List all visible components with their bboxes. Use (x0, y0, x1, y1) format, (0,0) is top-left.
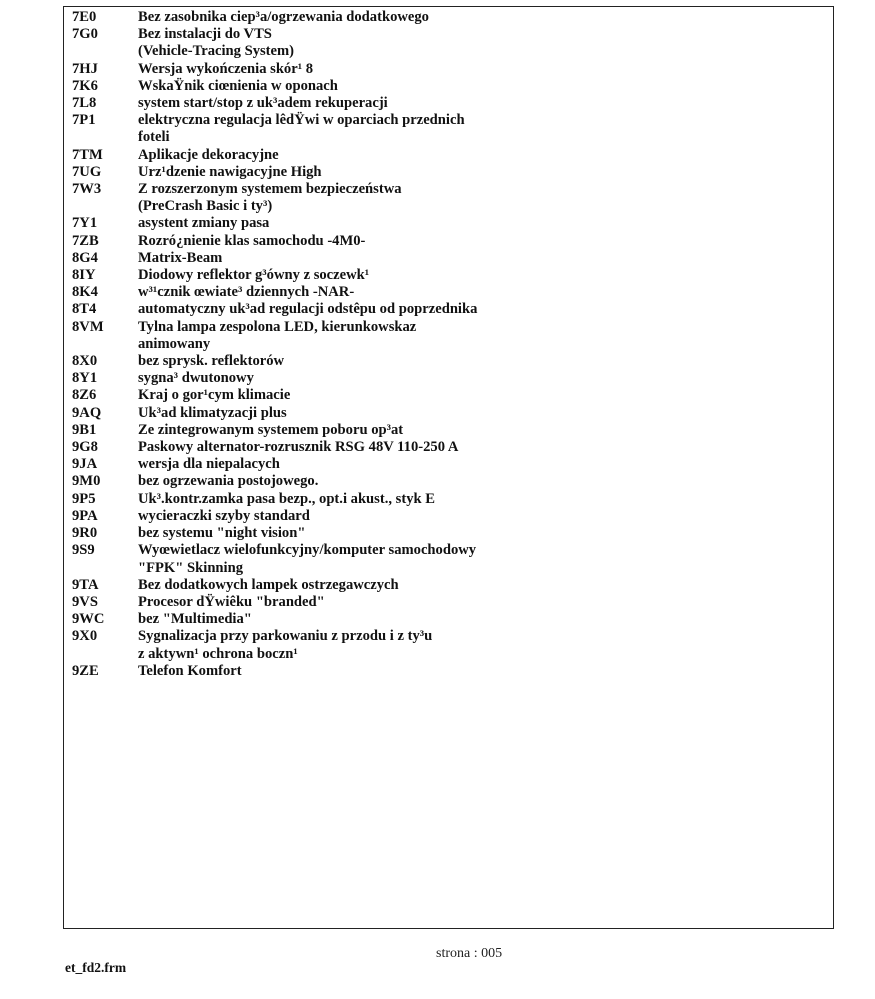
description-line: wersja dla niepalacych (138, 456, 280, 473)
equipment-list (72, 9, 825, 680)
equipment-code: 8Y1 (72, 370, 98, 387)
description-line: foteli (138, 129, 170, 146)
equipment-row (72, 473, 825, 490)
equipment-description (138, 95, 825, 112)
equipment-code: 9ZE (72, 662, 99, 679)
description-line: Uk³.kontr.zamka pasa bezp., opt.i akust., styk E (138, 490, 435, 507)
equipment-row (72, 147, 825, 164)
equipment-code: 7ZB (72, 232, 99, 249)
equipment-description (138, 508, 825, 525)
equipment-description (138, 387, 825, 404)
description-line: wycieraczki szyby standard (138, 507, 310, 524)
equipment-code: 8K4 (72, 284, 98, 301)
equipment-description (138, 147, 825, 164)
equipment-row (72, 594, 825, 611)
equipment-description (138, 473, 825, 490)
equipment-description (138, 542, 825, 576)
equipment-description (138, 628, 825, 662)
description-line: system start/stop z uk³adem rekuperacji (138, 95, 388, 112)
description-line: bez systemu "night vision" (138, 525, 306, 542)
description-line: Tylna lampa zespolona LED, kierunkowskaz (138, 318, 417, 335)
equipment-description (138, 439, 825, 456)
equipment-code: 9S9 (72, 542, 95, 559)
description-line: bez "Multimedia" (138, 611, 252, 628)
equipment-code: 7HJ (72, 60, 98, 77)
equipment-code: 7K6 (72, 77, 98, 94)
equipment-row (72, 456, 825, 473)
equipment-row (72, 284, 825, 301)
equipment-code: 9TA (72, 576, 99, 593)
equipment-code: 7E0 (72, 9, 97, 25)
equipment-code: 7UG (72, 163, 102, 180)
description-line: Paskowy alternator-rozrusznik RSG 48V 110-250 A (138, 439, 459, 456)
description-line: bez sprysk. reflektorów (138, 353, 285, 370)
description-line: Procesor dŸwiêku "branded" (138, 593, 325, 610)
equipment-code: 9PA (72, 507, 98, 524)
equipment-code: 9WC (72, 611, 105, 628)
equipment-description (138, 525, 825, 542)
description-line: Wyœwietlacz wielofunkcyjny/komputer samochodowy (138, 542, 477, 559)
equipment-description (138, 61, 825, 78)
description-line: "FPK" Skinning (138, 559, 244, 576)
equipment-row (72, 611, 825, 628)
equipment-description (138, 422, 825, 439)
equipment-row (72, 525, 825, 542)
description-line: Bez instalacji do VTS (138, 26, 272, 43)
equipment-description (138, 577, 825, 594)
equipment-code: 9X0 (72, 628, 98, 645)
equipment-code: 8G4 (72, 249, 98, 266)
description-line: Aplikacje dekoracyjne (138, 146, 279, 163)
equipment-row (72, 542, 825, 576)
equipment-description (138, 594, 825, 611)
description-line: (Vehicle-Tracing System) (138, 43, 295, 60)
equipment-description (138, 181, 825, 215)
equipment-row (72, 78, 825, 95)
equipment-row (72, 164, 825, 181)
equipment-row (72, 370, 825, 387)
equipment-description (138, 215, 825, 232)
equipment-code: 7P1 (72, 112, 96, 129)
equipment-code: 8T4 (72, 301, 97, 318)
equipment-row (72, 26, 825, 60)
equipment-description (138, 9, 825, 26)
equipment-description (138, 284, 825, 301)
equipment-row (72, 267, 825, 284)
equipment-code: 8Z6 (72, 387, 97, 404)
equipment-code: 8X0 (72, 353, 98, 370)
equipment-code: 9B1 (72, 421, 97, 438)
description-line: WskaŸnik ciœnienia w oponach (138, 77, 338, 94)
equipment-row (72, 301, 825, 318)
equipment-code: 7TM (72, 146, 103, 163)
description-line: z aktywn¹ ochrona boczn¹ (138, 645, 298, 662)
description-line: Uk³ad klimatyzacji plus (138, 404, 287, 421)
equipment-row (72, 405, 825, 422)
equipment-code: 7Y1 (72, 215, 98, 232)
description-line: bez ogrzewania postojowego. (138, 473, 319, 490)
equipment-description (138, 164, 825, 181)
equipment-row (72, 491, 825, 508)
equipment-row (72, 628, 825, 662)
equipment-row (72, 233, 825, 250)
description-line: Bez zasobnika ciep³a/ogrzewania dodatkowego (138, 9, 429, 25)
equipment-description (138, 112, 825, 146)
equipment-row (72, 387, 825, 404)
equipment-code: 7W3 (72, 181, 102, 198)
equipment-description (138, 301, 825, 318)
equipment-code: 9AQ (72, 404, 102, 421)
description-line: Telefon Komfort (138, 662, 242, 679)
description-line: Bez dodatkowych lampek ostrzegawczych (138, 576, 399, 593)
description-line: animowany (138, 335, 211, 352)
description-line: Sygnalizacja przy parkowaniu z przodu i z ty³u (138, 628, 433, 645)
equipment-row (72, 95, 825, 112)
equipment-description (138, 26, 825, 60)
equipment-description (138, 319, 825, 353)
equipment-description (138, 78, 825, 95)
document-frame (63, 6, 834, 929)
equipment-row (72, 112, 825, 146)
equipment-code: 9R0 (72, 525, 98, 542)
description-line: Urz¹dzenie nawigacyjne High (138, 163, 322, 180)
equipment-description (138, 405, 825, 422)
equipment-description (138, 267, 825, 284)
equipment-row (72, 181, 825, 215)
equipment-row (72, 422, 825, 439)
equipment-row (72, 577, 825, 594)
page-number: strona : 005 (436, 946, 503, 961)
equipment-row (72, 508, 825, 525)
description-line: Rozró¿nienie klas samochodu -4M0- (138, 232, 366, 249)
equipment-code: 7G0 (72, 26, 98, 43)
equipment-description (138, 370, 825, 387)
equipment-row (72, 250, 825, 267)
footer-file-name: et_fd2.frm (65, 960, 127, 975)
equipment-description (138, 456, 825, 473)
equipment-code: 8IY (72, 267, 96, 284)
description-line: elektryczna regulacja lêdŸwi w oparciach przednich (138, 112, 465, 129)
description-line: Kraj o gor¹cym klimacie (138, 387, 291, 404)
equipment-description (138, 233, 825, 250)
equipment-row (72, 61, 825, 78)
description-line: Z rozszerzonym systemem bezpieczeństwa (138, 181, 402, 198)
description-line: asystent zmiany pasa (138, 215, 270, 232)
equipment-description (138, 491, 825, 508)
equipment-description (138, 663, 825, 680)
equipment-row (72, 353, 825, 370)
equipment-description (138, 353, 825, 370)
equipment-code: 7L8 (72, 95, 97, 112)
equipment-row (72, 663, 825, 680)
equipment-code: 9G8 (72, 439, 98, 456)
equipment-code: 9P5 (72, 490, 96, 507)
equipment-code: 9VS (72, 593, 98, 610)
equipment-code: 8VM (72, 318, 104, 335)
equipment-row (72, 9, 825, 26)
equipment-row (72, 319, 825, 353)
equipment-code: 9M0 (72, 473, 101, 490)
description-line: (PreCrash Basic i ty³) (138, 198, 273, 215)
description-line: automatyczny uk³ad regulacji odstêpu od poprzednika (138, 301, 478, 318)
equipment-code: 9JA (72, 456, 98, 473)
description-line: w³¹cznik œwiate³ dziennych -NAR- (138, 284, 355, 301)
equipment-description (138, 250, 825, 267)
equipment-row (72, 439, 825, 456)
description-line: Diodowy reflektor g³ówny z soczewk¹ (138, 267, 370, 284)
description-line: Ze zintegrowanym systemem poboru op³at (138, 421, 404, 438)
description-line: sygna³ dwutonowy (138, 370, 254, 387)
equipment-description (138, 611, 825, 628)
equipment-row (72, 215, 825, 232)
description-line: Matrix-Beam (138, 249, 223, 266)
description-line: Wersja wykończenia skór¹ 8 (138, 60, 314, 77)
